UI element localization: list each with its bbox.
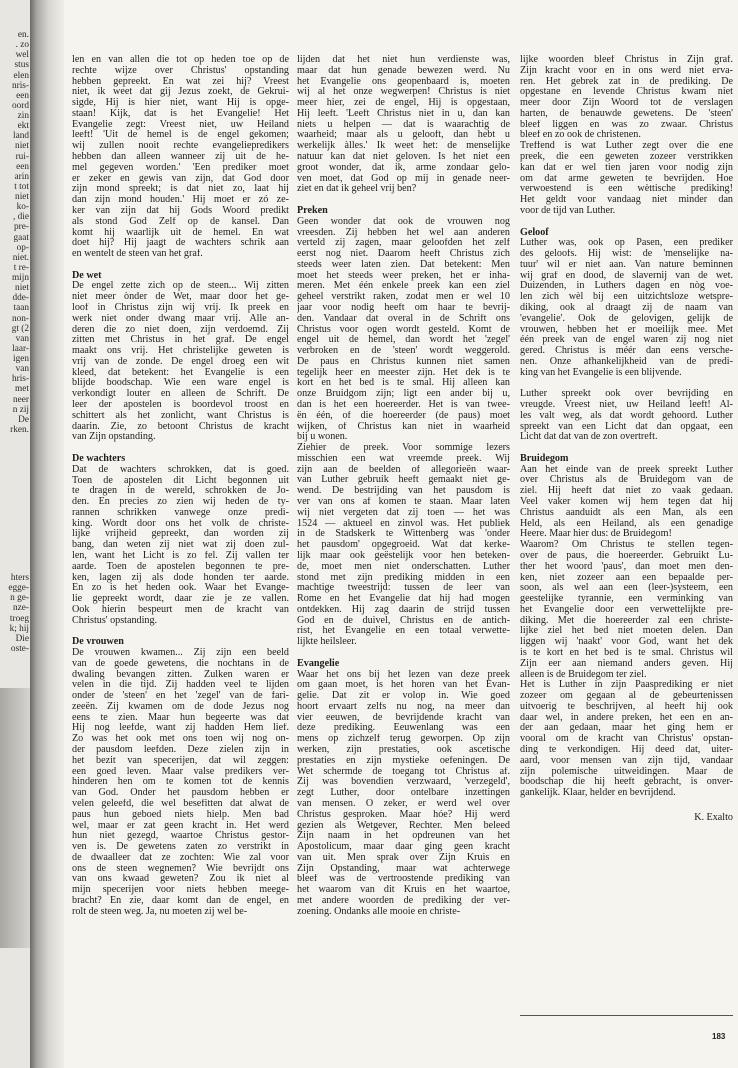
text-line: wij graf en dood, de slavernij van de wet. — [520, 270, 733, 281]
text-line: meer hier, zei de engel, Hij is opgestaan, — [297, 98, 510, 109]
text-line: Aan het einde van de preek spreekt Luther — [520, 464, 733, 475]
text-line: eens te zien. Maar hun begeerte was dat — [72, 712, 289, 723]
previous-page-fragment: laar- — [12, 343, 29, 354]
text-line: bleef en zo ook de christenen. — [520, 130, 641, 141]
previous-page-fragment: non- — [11, 313, 29, 324]
text-line: er zeker en gewis van zijn, dat God door — [72, 173, 289, 184]
previous-page-fragment: met — [15, 384, 29, 395]
text-line: Duizenden, in Luthers dagen en nòg voe- — [520, 281, 733, 292]
previous-page-fragment: troeg — [9, 613, 29, 624]
previous-page-fragment: egge- — [8, 583, 29, 594]
previous-page-fragment: niet — [15, 192, 29, 202]
text-line: van de goede gewetens, die nochtans in de — [72, 658, 289, 669]
text-line: maakt ons vrij. Het christelijke geweten is — [72, 346, 289, 357]
text-line: om dat arme geweten te bevrijden. Hoe — [520, 173, 733, 184]
previous-page-fragment: wel — [15, 50, 29, 61]
previous-page-fragment: n ge- — [10, 593, 29, 604]
text-line: deze prediking. Eeuwenlang was een — [297, 723, 510, 734]
text-line: ven is. De gewetens zaten zo verstrikt in — [72, 842, 289, 853]
text-line: onze Bruidgom zijn; ligt een ander bij u, — [297, 389, 510, 400]
text-line: te dragen in de wereld, schrokken de Jo- — [72, 486, 289, 497]
previous-page-fragment: neer — [13, 394, 29, 405]
text-line: mel gegeven worden.' 'Een prediker moet — [72, 162, 289, 173]
previous-page-fragment: een — [16, 90, 29, 101]
text-line: geestelijke tyrannie, een verminking van — [520, 594, 733, 605]
text-line: les valt weg, als dat wordt gehoord. Luther — [520, 410, 733, 421]
text-line: wend. De bestrijding van het pausdom is — [297, 486, 510, 497]
text-line: lie gepreekt wordt, daar zie je ze vallen. — [72, 594, 289, 605]
text-line: opgestane en levende Christus kwam niet — [520, 87, 733, 98]
text-line: ding te verkondigen. Hij deed dat, uiter- — [520, 745, 733, 756]
text-line: verkondigt louter en alleen de Schrift. De — [72, 389, 289, 400]
previous-page-fragment: ko- — [16, 202, 29, 213]
text-line: lijke woorden bleef Christus in Zijn graf. — [520, 55, 733, 65]
text-line: Treffend is wat Luther zegt over die ene — [520, 141, 733, 152]
text-line: Waar het ons bij het lezen van deze preek — [297, 669, 510, 680]
previous-page-fragment: land — [12, 131, 29, 142]
text-line: de dwaalleer dat ze zochten: Wie zal voor — [72, 852, 289, 863]
text-line: meer door Zijn Woord tot de verslagen — [520, 98, 733, 109]
text-line: verteld zij zagen, maar geloofden het zelf — [297, 238, 510, 249]
text-line: Zij was bovendien verzwaard, 'verzegeld', — [297, 777, 510, 788]
previous-page-fragment: pre- — [14, 222, 29, 233]
text-line: Luther was, ook op Pasen, een prediker — [520, 238, 733, 249]
text-line: lijkte heilsleer. — [297, 637, 357, 648]
previous-page-fragment: n zij — [12, 404, 29, 415]
text-line: blijde boodschap. Wie een ware engel is — [72, 378, 289, 389]
text-line: vrouwen, hebben het er moeilijk mee. Met — [520, 324, 733, 335]
text-line: van ons kwaad geweten? Zou ik niet al — [72, 874, 289, 885]
text-line: gankelijk. Klaar, helder en bevrijdend. — [520, 788, 676, 799]
previous-page-fragment: taan — [13, 303, 29, 314]
previous-page-fragment: dde- — [12, 293, 29, 304]
text-line: tegelijk heer en meester zijn. Het dek is te — [297, 367, 510, 378]
text-line: meren. Met één enkele preek kan een ziel — [297, 281, 510, 292]
text-line: 'evangelie'. Ook de gelovigen, gelijk de — [520, 313, 733, 324]
text-line: kan dat er wel tien jaren voor nodig zijn — [520, 162, 733, 173]
text-line: Heere. Maar hier dus: de Bruidegom! — [520, 529, 672, 540]
text-line: ken, lagen zij als dode honden ter aarde. — [72, 572, 289, 583]
text-line: met andere woorden de prediking der ver- — [297, 895, 510, 906]
text-line: schittert als het zonlicht, want Christus is — [72, 410, 289, 421]
text-line: lijden dat het niet hun verdienste was, — [297, 55, 510, 65]
text-line: één preek van de engel waren zij nog niet — [520, 335, 733, 346]
text-line: wij zullen nooit rechte evangeliepredikers — [72, 141, 289, 152]
text-line: velen in die tijd. Zij hadden veel te lijden — [72, 680, 289, 691]
previous-page-fragment: , die — [12, 212, 29, 223]
text-line: ziet en dat ik geheel vrij ben? — [297, 184, 417, 195]
text-line: Rome en het Evangelie dat hij had mogen — [297, 594, 510, 605]
text-line: dwaling bevangen zitten. Zulken waren er — [72, 669, 289, 680]
text-line: der pausdom leefden. Deze zielen zijn in — [72, 745, 289, 756]
text-line: preek, die een geweten zozeer verstrikken — [520, 152, 733, 163]
text-line: zozeer om gegaan al de gebeurtenissen — [520, 691, 733, 702]
text-line: Zijn naam in het opdreunen van het — [297, 831, 510, 842]
previous-page-fragment: hris- — [11, 374, 29, 385]
section-heading: Geloof — [520, 226, 549, 238]
text-line: bleef liggen en was zo zwaar. Christus — [520, 119, 733, 130]
previous-page-fragment: Die — [15, 633, 29, 644]
previous-page-fragment: oord — [11, 100, 29, 111]
previous-page-edge — [0, 0, 30, 1068]
previous-page-fragment: k; hij — [9, 623, 29, 634]
text-line: Toen de apostelen dit Licht begonnen uit — [72, 475, 289, 486]
previous-page-fragment: nris- — [11, 80, 29, 91]
text-line: ziel. Hij heeft dat niet zo vaak gedaan. — [520, 486, 733, 497]
text-line: engel uit de hemel, dan wordt het 'zegel' — [297, 335, 510, 346]
text-line: der aan gedaan, maar het ging hem er — [520, 723, 733, 734]
text-line: niet meer ònder de Wet, maar door het ge- — [72, 292, 289, 303]
previous-page-fragment: De — [18, 414, 29, 425]
text-line: God en de duivel, Christus en de antich- — [297, 615, 510, 626]
text-line: daar wel, in andere preken, het een en an- — [520, 712, 733, 723]
previous-page-fragment: rui- — [15, 151, 29, 162]
text-line: groot wonder, dat ik, arme zondaar gelo- — [297, 162, 510, 173]
text-line: ther het woord 'paus', dan moet men den- — [520, 561, 733, 572]
previous-page-fragment: gaat — [13, 232, 29, 243]
text-line: Luther spreekt ook over bevrijding en — [520, 389, 733, 400]
text-line: bij u wonen. — [297, 432, 348, 443]
text-line: bang, dan weten zij niet wat zij doen zul- — [72, 540, 289, 551]
text-line: zitten met Christus in het graf. De engel — [72, 335, 289, 346]
text-line: het Evangelie door een verwettelijkte pre- — [520, 604, 733, 615]
text-line: Zijn kracht voor en in ons werd niet erva- — [520, 65, 733, 76]
text-line: niets u helpen — dat is waarachtig de — [297, 119, 510, 130]
previous-page-fragment: en. — [17, 30, 29, 40]
text-line: Dat de wachters schrokken, dat is goed. — [72, 464, 289, 475]
previous-page-text-bottom — [8, 573, 29, 654]
text-line: Het is Luther in zijn Paasprediking er niet — [520, 680, 733, 691]
previous-page-photo — [0, 688, 30, 948]
text-line: Waarom? Om Christus te stellen tegen- — [520, 540, 733, 551]
text-line: Held, als een Heiland, als een genadige — [520, 518, 733, 529]
text-line: ren. Het gebrek zat in de prediking. De — [520, 76, 733, 87]
text-line: waarheid; maar als u gelooft, dan hebt u — [297, 130, 510, 141]
text-line: van uit. Men sprak over Zijn Kruis en — [297, 852, 510, 863]
text-line: onder de 'steen' en het 'zegel' van de fari- — [72, 691, 289, 702]
text-line: ven moet, dat God op mij in genade neer- — [297, 173, 510, 184]
text-line: wij niet vergeten dat zij toen — het was — [297, 507, 510, 518]
text-line: king. Wordt door ons het volk de christe- — [72, 518, 289, 529]
text-line: het Evangelie ons geopenbaard is, moeten — [297, 76, 510, 87]
text-line: daarin. Zie, zo betoont Christus de kracht — [72, 421, 289, 432]
text-line: geheel verstrikt raken, zodat men er wel 10 — [297, 292, 510, 303]
text-line: lijke ziel het bed niet moeten delen. Dan — [520, 626, 733, 637]
previous-page-fragment: igen — [12, 354, 29, 364]
text-line: spreekt van een Licht dat dan opgaat, een — [520, 421, 733, 432]
text-line: Apostolicum, maar daar ging geen kracht — [297, 842, 510, 853]
text-line: bracht? En zie, daar komt dan de engel, en — [72, 895, 289, 906]
previous-page-fragment: op- — [16, 242, 29, 253]
text-line: len zich wèl bij een uitzichtsloze wetspre- — [520, 292, 733, 303]
text-line: ontdekken. Hij zag daarin de strijd tussen — [297, 604, 510, 615]
text-line: hebben gepreekt. En wat zei hij? Vreest — [72, 76, 289, 87]
text-line: diking. Met die hoereerder zal een christe- — [520, 615, 733, 626]
text-line: De engel zette zich op de steen... Wij zitten — [72, 281, 289, 292]
text-line: maar dat hun genade bewezen werd. Nu — [297, 65, 510, 76]
text-line: gelie. Dat zit er volop in. Wie goed — [297, 691, 510, 702]
text-line: rechte wijze over Christus' opstanding — [72, 65, 289, 76]
previous-page-fragment: niet — [15, 141, 29, 152]
text-line: Christus voor ogen wordt gesteld. Komt de — [297, 324, 510, 335]
section-heading: Preken — [297, 204, 328, 216]
text-line: Geen wonder dat ook de vrouwen nog — [297, 216, 510, 227]
paragraph-gap — [520, 378, 733, 389]
text-line: misschien een wat vreemde preek. Wij — [297, 453, 510, 464]
previous-page-text-top — [10, 30, 29, 435]
text-line: ën één, of die hoereerder (de paus) moet — [297, 410, 510, 421]
text-line: rist, het Evangelie en een totaal verwette- — [297, 626, 510, 637]
previous-page-fragment: een — [16, 161, 29, 172]
text-line: Licht dat dat van de zon overtreft. — [520, 432, 658, 443]
text-line: velen geleefd, die wel besefitten dat alwat de — [72, 798, 289, 809]
text-line: ken, niet zozeer aan een bepaalde per- — [520, 572, 733, 583]
text-line: 1524 — aktueel en zinvol was. Het publiek — [297, 518, 510, 529]
text-line: gered. Christus is méér dan eens versche- — [520, 346, 733, 357]
text-line: aarde. Toen de apostelen begonnen te pre- — [72, 561, 289, 572]
section-heading: De wet — [72, 269, 102, 281]
text-line: uitvoerig te beschrijven, al heeft hij ook — [520, 701, 733, 712]
text-line: ker van zijn dat hij Gods Woord predikt — [72, 205, 289, 216]
text-line: rolt de steen weg. Ja, nu moeten zij wel be- — [72, 906, 248, 917]
text-line: steeds weer laten zien. Dat betekent: Men — [297, 259, 510, 270]
text-line: leeft! 'Uit de hemel is de engel gekomen; — [72, 130, 289, 141]
text-line: werkelijk àlles.' Ik weet het: de menselijke — [297, 141, 510, 152]
section-heading: De wachters — [72, 452, 126, 464]
section-heading: Bruidegom — [520, 452, 569, 464]
text-line: verbroken en de 'steen' wordt weggerold. — [297, 346, 510, 357]
text-line: Ook hierin bespeurt men de kracht van — [72, 604, 289, 615]
text-line: vooral om de kracht van Christus' opstan- — [520, 734, 733, 745]
text-line: het pausdom' opgegroeid. Wat dat kerke- — [297, 540, 510, 551]
text-line: is te kort en het bed is te smal. Christus wil — [520, 647, 733, 658]
previous-page-fragment: ekt — [17, 121, 29, 132]
text-line: En zo is het heden ook. Waar het Evange- — [72, 583, 289, 594]
text-line: wij al het onze wegwerpen! Christus is niet — [297, 87, 510, 98]
text-line: van mensen. O zeker, er werd wel over — [297, 798, 510, 809]
previous-page-fragment: . zo — [15, 40, 29, 51]
text-column-1 — [72, 55, 289, 918]
text-line: zijn polemische uitweidingen. Maar de — [520, 766, 733, 777]
text-line: jaar voor nodig heeft om haar te bevrij- — [297, 302, 510, 313]
text-line: Christus aanduidt als een Man, als een — [520, 507, 733, 518]
text-line: zegt Luther, door ontelbare inzettingen — [297, 788, 510, 799]
text-line: werken, zijn prestaties, ook ascetische — [297, 745, 510, 756]
text-column-3 — [520, 55, 733, 824]
text-line: zoening. Ondanks alle mooie en christe- — [297, 906, 461, 917]
text-line: het waarom van dit Kruis en het waartoe, — [297, 885, 510, 896]
text-line: komt hij waarlijk uit de hemel. En wat — [72, 227, 289, 238]
previous-page-fragment: zin — [17, 111, 29, 121]
previous-page-fragment: van — [15, 333, 29, 344]
text-line: voor de tijd van Luther. — [520, 205, 616, 216]
text-line: vier eeuwen, de bevrijdende kracht van — [297, 712, 510, 723]
previous-page-fragment: elen — [13, 70, 29, 81]
text-line: king van het Evangelie is een blijvende. — [520, 367, 682, 378]
text-line: Evangelie zegt: Vreest niet, uw Heiland — [72, 119, 289, 130]
text-line: vrij van de zonde. De engel droeg een wit — [72, 356, 289, 367]
text-line: over de paus, die hoereerder. Gebruikt Lu- — [520, 550, 733, 561]
text-line: De vrouwen kwamen... Zij zijn een beeld — [72, 648, 289, 659]
text-line: Christus' opstanding. — [72, 615, 158, 626]
text-line: kort en het bed is te smal. Hij alleen kan — [297, 378, 510, 389]
text-line: sigde, Hij is hier niet, want Hij is opge- — [72, 98, 289, 109]
text-line: mens op zichzelf terug geworpen. Op zijn — [297, 734, 510, 745]
previous-page-fragment: van — [15, 364, 29, 375]
previous-page-fragment: rken. — [10, 424, 29, 435]
text-line: loof in Christus zijn wij vrij. Ik preek en — [72, 302, 289, 313]
text-line: Zijn eer aan niemand anders geven. Hij — [520, 658, 733, 669]
text-line: dan is het een hoereerder. Het is van twee- — [297, 400, 510, 411]
previous-page-fragment: oste- — [10, 643, 29, 654]
previous-page-fragment: mijn — [11, 273, 29, 283]
text-line: de, moet men niet onderschatten. Luther — [297, 561, 510, 572]
text-line: machtige tweestrijd: tussen de leer van — [297, 583, 510, 594]
text-line: Veel vaker komen wij hem tegen dat hij — [520, 497, 733, 508]
text-line: Zo was het ook met ons toen wij nog on- — [72, 734, 289, 745]
previous-page-fragment: t tot — [14, 181, 29, 192]
text-line: natuur kan dat niet geloven. Is het niet een — [297, 152, 510, 163]
text-line: in de Stadskerk te Wittenberg was 'onder — [297, 529, 510, 540]
text-line: wijken, of Christus kan niet in waarheid — [297, 421, 510, 432]
text-line: dan zijn mond houden.' Hij moet er zó ze- — [72, 195, 289, 206]
text-line: een goed leven. Maar valse predikers ver- — [72, 766, 289, 777]
previous-page-fragment: arin — [14, 171, 29, 182]
binding-gutter — [30, 0, 64, 1068]
text-line: De paus en Christus kunnen niet samen — [297, 356, 510, 367]
previous-page-fragment: nze- — [13, 603, 29, 614]
text-line: hoort ervaart zelfs nu nog, na meer dan — [297, 701, 510, 712]
text-line: moet het steeds weer preken, het er inha- — [297, 270, 510, 281]
text-line: len en van allen die tot op heden toe op de — [72, 55, 289, 65]
text-line: paus hun geboed niets hielp. Men bad — [72, 809, 289, 820]
text-line: prestaties en zijn mystieke oefeningen. De — [297, 755, 510, 766]
text-line: liggen wij 'naakt' voor God, want het dek — [520, 637, 733, 648]
text-line: lijk maar ook geëstelijk voor hen beteken- — [297, 550, 510, 561]
text-line: wel, maar er zat geen kracht in. Het werd — [72, 820, 289, 831]
text-line: om gaan moet, is het horen van het Evan- — [297, 680, 510, 691]
text-line: boodschap die hij heeft gebracht, is onver- — [520, 777, 733, 788]
text-line: Hij leeft. 'Leeft Christus niet in u, dan kan — [297, 108, 510, 119]
text-line: van Zijn opstanding. — [72, 432, 156, 443]
section-heading: De vrouwen — [72, 636, 124, 648]
text-line: Christus gesproken. Maar hóe? Hij werd — [297, 809, 510, 820]
text-line: soon, als wel aan een (leer-)systeem, een — [520, 583, 733, 594]
text-line: deren die zo niet doen, zijn verdoemd. Zij — [72, 324, 289, 335]
text-line: aard, voor mensen van zijn tijd, vandaar — [520, 755, 733, 766]
previous-page-fragment: t re- — [13, 262, 29, 273]
previous-page-fragment: niet — [15, 283, 29, 294]
text-line: ver van ons af komen te staan. Maar laten — [297, 497, 510, 508]
text-line: Wet schermde de toegang tot Christus af. — [297, 766, 510, 777]
text-line: harten, de benauwde gewetens. De 'steen' — [520, 108, 733, 119]
previous-page-fragment: niet. — [12, 252, 29, 263]
text-line: Het geldt voor vandaag niet minder dan — [520, 195, 733, 206]
text-line: ons de steen wegnemen? Wie bevrijdt ons — [72, 863, 289, 874]
text-line: mijn specerijen voor niets hebben meege- — [72, 885, 289, 896]
text-line: Ziehier de preek. Voor sommige lezers — [297, 443, 510, 454]
text-line: den. En precies zo zien wij heden de ty- — [72, 497, 289, 508]
text-line: van Luther gebruik heeft gemaakt niet ge- — [297, 475, 510, 486]
page-number: 183 — [712, 1032, 726, 1041]
text-line: des geloofs. Hij wist: de 'menselijke na- — [520, 249, 733, 260]
footer-rule — [520, 1015, 733, 1016]
text-line: vreesden. Zij hebben het wel aan anderen — [297, 227, 510, 238]
text-line: zijn aan de beelden of allegorieën waar- — [297, 464, 510, 475]
text-line: eerst nog niet. Daarom heeft Christus zich — [297, 249, 510, 260]
text-line: staan! Kijk, dat is het Evangelie! Het — [72, 108, 289, 119]
previous-page-fragment: hters — [10, 573, 29, 583]
text-line: vreugde. Vreest niet, uw Heiland leeft! Al- — [520, 400, 733, 410]
text-line: Hij nog leefde, want zij hadden Hem lief. — [72, 723, 289, 734]
text-line: bleef was de vertroostende prediking van — [297, 874, 510, 885]
author-signature: K. Exalto — [694, 811, 733, 823]
text-line: niet, ik weet dat gij Jezus zoekt, de Gekrui- — [72, 87, 289, 98]
text-line: gezien als Wetgever, Rechter. Men beleed — [297, 820, 510, 831]
text-line: hinderen hen om te komen tot de kennis — [72, 777, 289, 788]
text-line: hun niet gezegd, waartoe Christus gestor- — [72, 831, 289, 842]
text-line: als stond God Zelf op de kansel. Dan — [72, 216, 289, 227]
text-line: en wentelt de steen van het graf. — [72, 249, 203, 260]
previous-page-fragment: stus — [14, 60, 29, 71]
text-line: leer der apostelen is boordevol troost en — [72, 400, 289, 411]
text-line: nen. Onze afhankelijkheid van de predi- — [520, 356, 733, 367]
text-line: den. Vandaar dat overal in de Schrift ons — [297, 313, 510, 324]
text-line: Zijn Opstanding, maar wat achterwege — [297, 863, 510, 874]
text-line: alleen is de Bruidegom ter ziel. — [520, 669, 647, 680]
text-line: over Christus als de Bruidegom van de — [520, 475, 733, 486]
text-line: tuur' wil er niet aan. Van nature beminnen — [520, 259, 733, 270]
text-line: diking, ook al draagt zij de naam van — [520, 302, 733, 313]
text-line: werk niet onder dwang maar vrij. Alle an- — [72, 313, 289, 324]
text-line: het bezit van specerijen, dat wil zeggen: — [72, 755, 289, 766]
text-line: zeeën. Zij kwamen om de dode Jezus nog — [72, 701, 289, 712]
text-column-2 — [297, 55, 510, 918]
previous-page-fragment: gt (2 — [11, 323, 29, 334]
text-line: zijn mond spreekt; is dat niet zo, laat hij — [72, 184, 289, 195]
text-line: van God. Onder het pausdom hebben er — [72, 788, 289, 799]
text-line: hebben dan alleen wanneer zij uit de he- — [72, 152, 289, 163]
text-line: verwoestend is een wèttische prediking! — [520, 184, 733, 195]
section-heading: Evangelie — [297, 657, 340, 669]
text-line: doet hij? Hij jaagt de wachters schrik aan — [72, 238, 289, 249]
text-line: lijke vrijheid gepreekt, dan worden zij — [72, 529, 289, 540]
text-line: rannen schrikken vanwege onze predi- — [72, 507, 289, 518]
text-line: stond met zijn prediking midden in een — [297, 572, 510, 583]
text-line: kleed, dat betekent: het Evangelie is een — [72, 367, 289, 378]
text-line: len, want het Licht is zo fel. Zij vallen ter — [72, 550, 289, 561]
